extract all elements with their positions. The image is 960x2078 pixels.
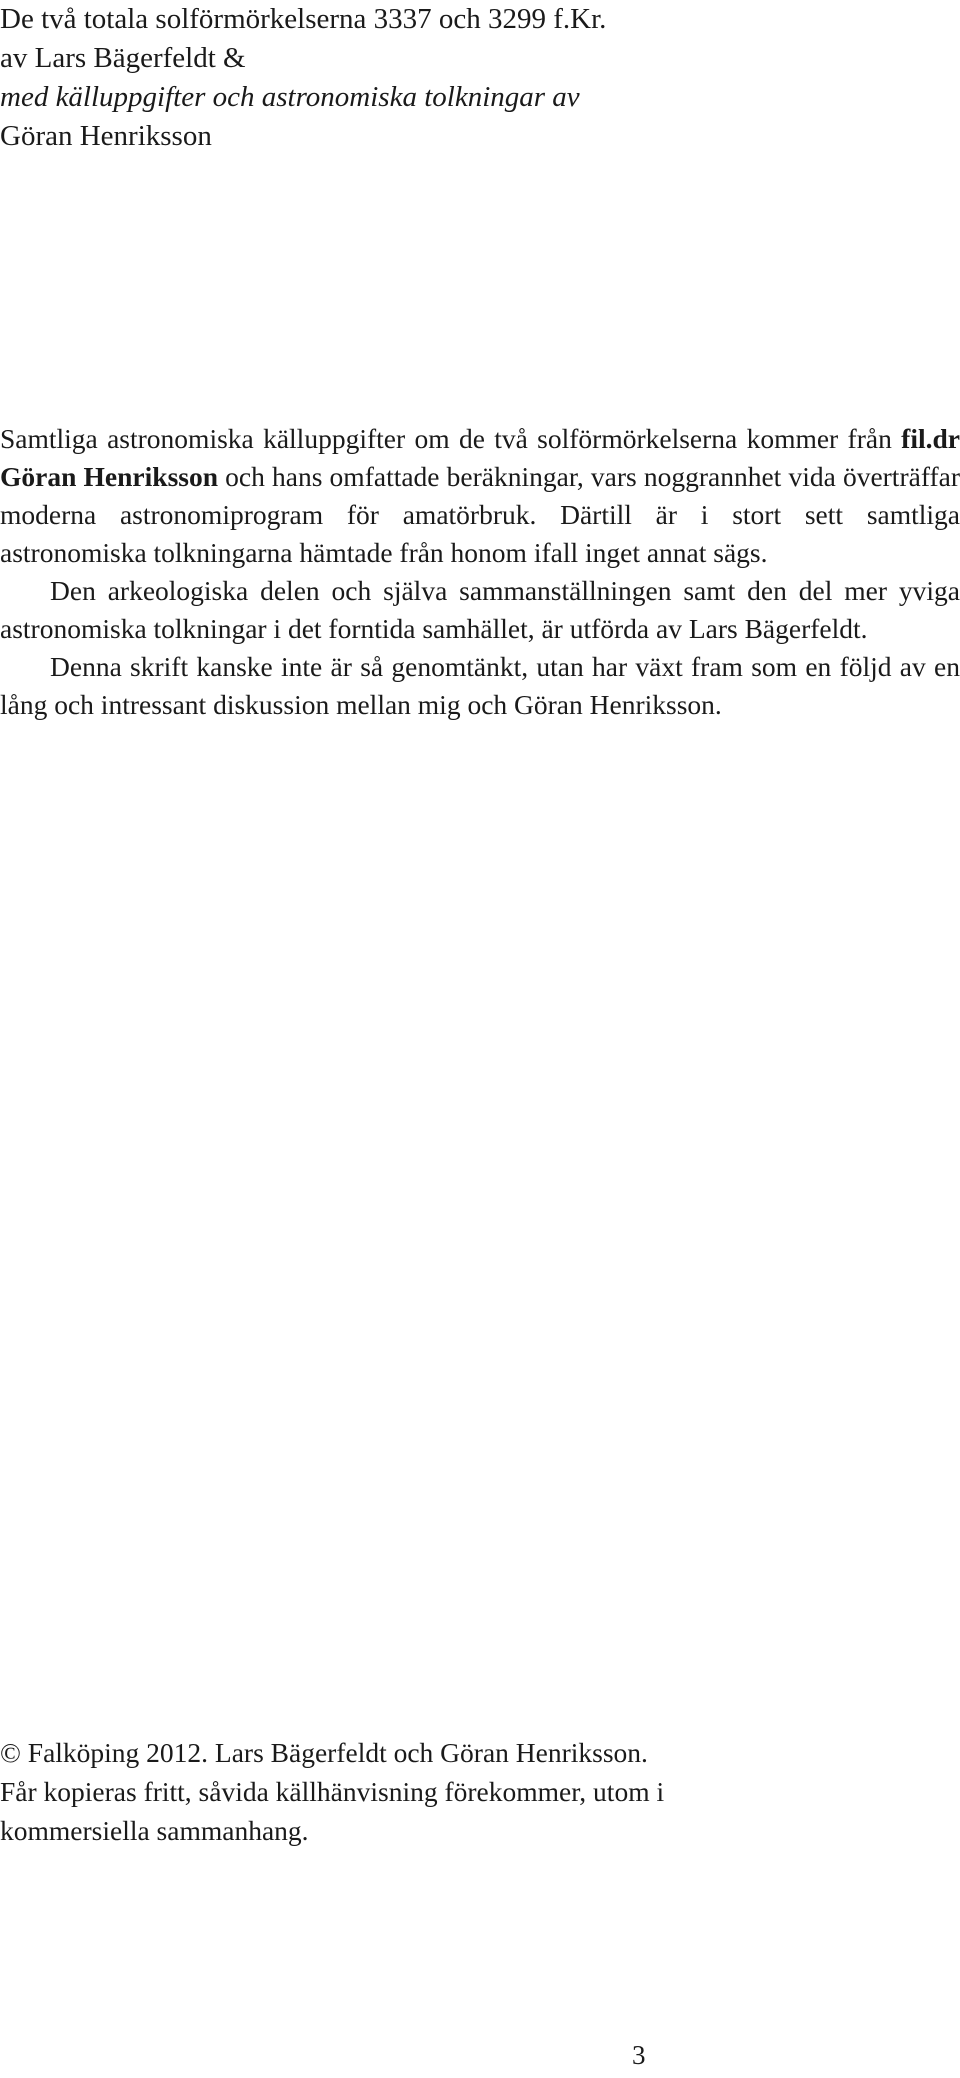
title-block (0, 0, 960, 156)
body-text (0, 420, 960, 724)
paragraph-archaeology: Den arkeologiska delen och själva sammanställningen samt den del mer yviga astronomiska tolkningar i det forntida samhället, är utförda av Lars Bägerfeldt. (0, 575, 960, 644)
license-line-1: Får kopieras fritt, såvida källhänvisning förekommer, utom i (0, 1776, 665, 1807)
paragraph-sources-rest: och hans omfattade beräkningar, vars noggrannhet vida överträffar moderna astronomiprogram för amatörbruk. Därtill är i stort sett samtliga astronomiska tolkningarna hämtade från honom ifall inget annat sägs. (0, 461, 960, 568)
byline: av Lars Bägerfeldt & (0, 42, 246, 74)
paragraph-sources-author: fil.dr Göran Henriksson (0, 423, 960, 492)
copyright-line: © Falköping 2012. Lars Bägerfeldt och Göran Henriksson. (0, 1737, 648, 1768)
subtitle: med källuppgifter och astronomiska tolkningar av (0, 81, 580, 113)
paragraph-discussion: Denna skrift kanske inte är så genomtänkt, utan har växt fram som en följd av en lång och intressant diskussion mellan mig och Göran Henriksson. (0, 651, 960, 720)
co-author: Göran Henriksson (0, 120, 212, 152)
copyright-notice (0, 1733, 830, 1850)
page-number: 3 (632, 2040, 646, 2070)
paragraph-sources-intro: Samtliga astronomiska källuppgifter om de två solförmörkelserna kommer från (0, 423, 902, 454)
paragraph-sources (0, 420, 960, 572)
license-line-2: kommersiella sammanhang. (0, 1815, 309, 1846)
document-title: De två totala solförmörkelserna 3337 och 3299 f.Kr. (0, 3, 607, 35)
